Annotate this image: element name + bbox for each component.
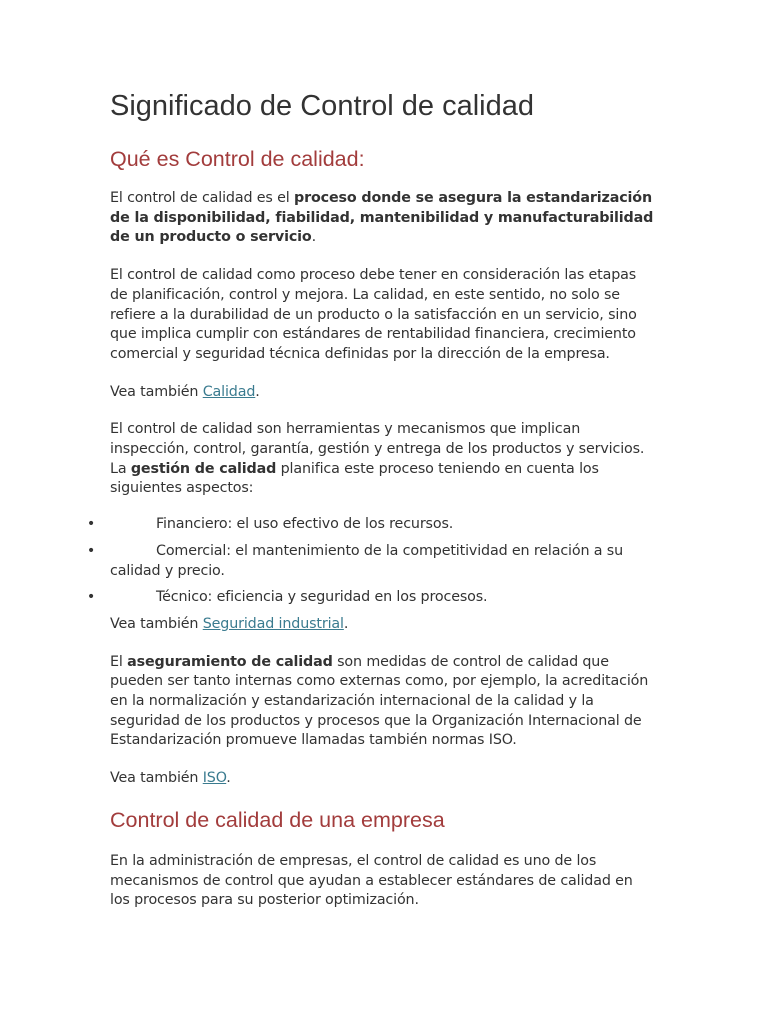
tools-bold-text: gestión de calidad	[130, 460, 277, 477]
list-item	[86, 588, 655, 608]
aspects-list	[86, 515, 655, 608]
calidad-link[interactable]: Calidad	[202, 383, 256, 400]
bullet-icon: •	[86, 589, 96, 606]
section-heading-que-es: Qué es Control de calidad:	[110, 147, 365, 171]
tools-paragraph	[110, 420, 655, 499]
seguridad-industrial-link[interactable]: Seguridad industrial	[202, 615, 344, 632]
see-also-label: Vea también	[110, 383, 203, 400]
assurance-text-end: son medidas de control de calidad que pueden ser tanto internas como externas como, por ejemplo, la acreditación en la normalización y estandarización internacional de la calidad y la seguridad de los productos y procesos que la Organización Internacional de Estandarización promueve llamadas también normas ISO.	[110, 653, 649, 749]
iso-link[interactable]: ISO	[202, 770, 227, 787]
see-also-iso	[110, 769, 655, 789]
intro-text: El control de calidad es el	[110, 190, 294, 206]
see-also-calidad	[110, 383, 655, 403]
process-paragraph: El control de calidad como proceso debe tener en consideración las etapas de planificación, control y mejora. La calidad, en este sentido, no solo se refiere a la durabilidad de un producto o la satisfacción en un servicio, sino que implica cumplir con estándares de rentabilidad financiera, crecimiento comercial y seguridad técnica definidas por la dirección de la empresa.	[110, 267, 637, 362]
intro-period: .	[311, 229, 316, 246]
tools-text: El control de calidad son herramientas y mecanismos que implican inspección, control, garantía, gestión y entrega de los productos y servicios. La	[110, 421, 645, 477]
tools-text-end: planifica este proceso teniendo en cuenta los siguientes aspectos:	[110, 460, 599, 497]
intro-bold-text: proceso donde se asegura la estandarización de la disponibilidad, fiabilidad, mantenibilidad y manufacturabilidad de un producto o servicio	[110, 190, 654, 246]
see-also-label: Vea también	[110, 770, 203, 787]
see-also-period: .	[343, 615, 349, 632]
article	[86, 88, 655, 911]
bullet-icon: •	[86, 542, 96, 559]
list-item	[86, 542, 655, 581]
see-also-period: .	[255, 383, 260, 400]
see-also-period: .	[226, 770, 231, 787]
assurance-bold-text: aseguramiento de calidad	[127, 653, 333, 670]
list-item	[86, 515, 655, 535]
page-title: Significado de Control de calidad	[110, 90, 534, 122]
list-item-text: Comercial: el mantenimiento de la competitividad en relación a su calidad y precio.	[110, 542, 623, 579]
bullet-icon: •	[86, 516, 96, 533]
see-also-label: Vea también	[110, 615, 203, 632]
list-item-text: Financiero: el uso efectivo de los recursos.	[156, 516, 454, 533]
see-also-seguridad	[110, 615, 655, 635]
list-item-text: Técnico: eficiencia y seguridad en los procesos.	[156, 589, 488, 606]
assurance-paragraph	[110, 653, 655, 752]
section-heading-empresa: Control de calidad de una empresa	[110, 807, 445, 832]
intro-paragraph	[110, 189, 655, 248]
empresa-paragraph: En la administración de empresas, el control de calidad es uno de los mecanismos de control que ayudan a establecer estándares de calidad en los procesos para su posterior optimización.	[110, 852, 633, 909]
assurance-text: El	[110, 653, 128, 670]
